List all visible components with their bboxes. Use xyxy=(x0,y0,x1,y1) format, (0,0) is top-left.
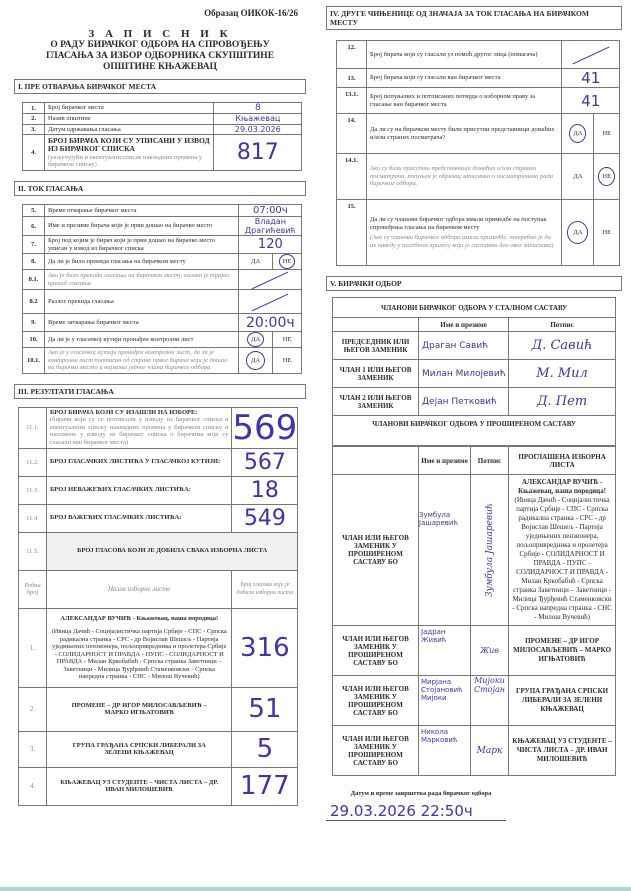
list-name-bold: АЛЕКСАНДАР ВУЧИЋ - Књажевац, наша породица! xyxy=(518,478,607,495)
member-role: ЧЛАН ИЛИ ЊЕГОВ ЗАМЕНИК У ПРОШИРЕНОМ САСТАВУ БО xyxy=(333,676,419,726)
table-row xyxy=(337,69,620,88)
row-number: 3. xyxy=(19,731,47,767)
row-note: (укључујући и евентуални списак накнадних промена у бирачком списку) xyxy=(48,153,203,168)
row-number: 8.1. xyxy=(23,270,45,290)
row-number: 11.3. xyxy=(19,476,47,504)
row-note: (бирачи који су се потписали у изводу из бирачког списка и евентуалном списку накнадних промена у бирачком списку и напомене у изводу из бирачког списка о бирачима који су гласали ван бирачког места) xyxy=(50,416,229,446)
table-row xyxy=(337,200,620,266)
row-number: 1. xyxy=(23,103,45,114)
list-name: ПРОМЕНЕ – ДР ИГОР МИЛОСАВЉЕВИЋ – МАРКО ИГЊАТОВИЋ xyxy=(47,687,232,731)
closing-time-field[interactable]: 20:00ч xyxy=(239,314,302,332)
member-signature[interactable]: Мијоки Стојан xyxy=(471,676,509,726)
invalid-ballots-field[interactable]: 18 xyxy=(232,476,298,504)
table-row xyxy=(23,124,302,135)
observers-no-option[interactable] xyxy=(594,114,620,154)
observer-form-yes-option[interactable] xyxy=(562,154,594,200)
row-label: Број бирачког места xyxy=(45,103,214,114)
row-number: 8. xyxy=(23,254,45,270)
table-row xyxy=(23,205,302,217)
row-label-bold: БРОЈ БИРАЧА КОЈИ СУ УПИСАНИ У ИЗВОД ИЗ БИРАЧКОГ СПИСКА xyxy=(48,135,210,153)
section-1-heading: I. ПРЕ ОТВАРАЊА БИРАЧКОГ МЕСТА xyxy=(14,79,306,94)
member-signature[interactable]: Зумбула Јашаревић xyxy=(471,475,509,626)
row-number: 13.1. xyxy=(337,88,367,114)
member-name-field[interactable]: Зумбула Јашаревић xyxy=(419,475,471,626)
first-voter-name-field[interactable]: Владан Драгићевић xyxy=(239,217,302,236)
selected-circle: ДА xyxy=(567,221,588,244)
table-header-row xyxy=(333,447,616,475)
row-number: 2. xyxy=(19,687,47,731)
table-row xyxy=(23,135,302,171)
table-row xyxy=(19,767,298,805)
row-number: 5. xyxy=(23,205,45,217)
selected-circle: ДА xyxy=(247,332,264,347)
municipality-field[interactable]: Књажевац xyxy=(214,114,302,125)
row-label: БРОЈ ГЛАСОВА КОЈИ ЈЕ ДОБИЛА СВАКА ИЗБОРНА ЛИСТА xyxy=(47,532,298,570)
row-number: 9. xyxy=(23,314,45,332)
row-number: 15. xyxy=(337,200,367,266)
column-header: Потпис xyxy=(509,318,616,332)
member-role: ЧЛАН 1 ИЛИ ЊЕГОВ ЗАМЕНИК xyxy=(333,360,419,388)
table-row xyxy=(23,314,302,332)
table-row xyxy=(23,290,302,314)
table-row xyxy=(19,504,298,532)
section-2-table xyxy=(22,204,302,374)
first-voter-number-field[interactable]: 120 xyxy=(239,236,302,254)
member-signature[interactable]: Д. Пет xyxy=(509,388,616,416)
objections-yes-option[interactable] xyxy=(562,200,594,266)
row-number: 10.1. xyxy=(23,348,45,374)
no-label: НЕ xyxy=(602,130,612,137)
table-row xyxy=(23,114,302,125)
table-row xyxy=(333,332,616,360)
row-label: Име и презиме бирача који је први дошао на бирачко место xyxy=(45,217,239,236)
row-label: Број бирача који су гласали уз помоћ другог лица (помагача) xyxy=(367,41,562,69)
slash-mark xyxy=(252,294,289,312)
ballots-in-box-field[interactable]: 567 xyxy=(232,448,298,476)
interruption-reason-field[interactable] xyxy=(239,290,302,314)
row-label: Време отварање бирачког места xyxy=(45,205,239,217)
column-header: Потпис xyxy=(471,447,509,475)
row-number: 11.5. xyxy=(19,532,47,570)
column-header: ПРОГЛАШЕНА ИЗБОРНА ЛИСТА xyxy=(509,447,616,475)
row-label: Да ли је било прекида гласања на бирачком месту xyxy=(45,254,239,270)
section-2-heading: II. ТОК ГЛАСАЊА xyxy=(14,181,306,196)
row-number: 1. xyxy=(19,608,47,687)
objections-no-option[interactable] xyxy=(594,200,620,266)
table-row xyxy=(19,476,298,504)
row-number: 12. xyxy=(337,41,367,69)
row-label: Ако је у гласачкој кутији пронађен контролни лист, да ли је контролни лист потписан од стране првог бирача који је дошао на бирачко место и најмање једног члана бирачког одбора xyxy=(45,348,239,374)
selected-circle: ДА xyxy=(569,124,586,143)
row-number: 13. xyxy=(337,69,367,88)
row-label: БРОЈ НЕВАЖЕЋИХ ГЛАСАЧКИХ ЛИСТИЋА: xyxy=(47,476,232,504)
row-number: 10. xyxy=(23,332,45,348)
row-label: Време затварања бирачког места xyxy=(45,314,239,332)
control-sheet-no-option[interactable] xyxy=(272,332,301,348)
empty-header xyxy=(333,318,419,332)
row-number: 4. xyxy=(23,135,45,171)
observers-yes-option[interactable] xyxy=(562,114,594,154)
table-row xyxy=(19,448,298,476)
row-number: 8.2 xyxy=(23,290,45,314)
row-label: Назив општине xyxy=(45,114,214,125)
empty-header xyxy=(333,447,419,475)
table-row xyxy=(333,388,616,416)
member-name-field[interactable]: Мирјана Стојановић Мијоки xyxy=(419,676,471,726)
valid-ballots-field[interactable]: 549 xyxy=(232,504,298,532)
no-label: НЕ xyxy=(282,336,292,343)
member-name-field[interactable]: Јадран Живић xyxy=(419,626,471,676)
row-number: 14.1. xyxy=(337,154,367,200)
table-row xyxy=(19,731,298,767)
table-row xyxy=(23,332,302,348)
subtitle-line: О РАДУ БИРАЧКОГ ОДБОРА НА СПРОВОЂЕЊУ xyxy=(50,40,270,50)
member-name-field[interactable]: Драган Савић xyxy=(419,332,509,360)
row-label-bold: БРОЈ БИРАЧА КОЈИ СУ ИЗАШЛИ НА ИЗБОРЕ: xyxy=(50,408,198,416)
member-role: ЧЛАН ИЛИ ЊЕГОВ ЗАМЕНИК У ПРОШИРЕНОМ САСТАВУ БО xyxy=(333,726,419,776)
list-header-row xyxy=(19,570,298,608)
proclaimed-list xyxy=(509,475,616,626)
section-4-heading: IV. ДРУГЕ ЧИЊЕНИЦЕ ОД ЗНАЧАЈА ЗА ТОК ГЛАСАЊА НА БИРАЧКОМ МЕСТУ xyxy=(326,6,622,30)
member-signature[interactable]: Д. Савић xyxy=(509,332,616,360)
yes-label: ДА xyxy=(573,173,583,180)
row-label: Ако су били присутни представници домаћих и/или страних посматрача, попуњен је образац записника о посматрачима рада бирачког одбора. xyxy=(367,154,562,200)
member-role: ЧЛАН 2 ИЛИ ЊЕГОВ ЗАМЕНИК xyxy=(333,388,419,416)
row-label: Број попуњених и потписаних потврда о изборном праву за гласање ван бирачког места xyxy=(367,88,562,114)
row-label: Број бирача који су гласали ван бирачког места xyxy=(367,69,562,88)
row-label xyxy=(45,135,214,171)
table-row xyxy=(23,236,302,254)
member-role: ЧЛАН ИЛИ ЊЕГОВ ЗАМЕНИК У ПРОШИРЕНОМ САСТАВУ БО xyxy=(333,475,419,626)
list-name xyxy=(47,608,232,687)
extended-members-title: ЧЛАНОВИ БИРАЧКОГ ОДБОРА У ПРОШИРЕНОМ САСТАВУ xyxy=(333,416,616,446)
form-code: Образац ОИКОК-16/26 xyxy=(204,8,298,18)
completion-datetime-field[interactable]: 29.03.2026 22:50ч xyxy=(326,802,506,821)
selected-circle: ДА xyxy=(246,351,265,370)
table-row xyxy=(23,348,302,374)
row-number: 11.1. xyxy=(19,407,47,448)
row-label: Ако је било прекида гласања на бирачком месту, колико је трајао прекид гласања xyxy=(45,270,239,290)
extended-members-table xyxy=(332,446,616,776)
table-row xyxy=(19,407,298,448)
row-label: Број под којим је бирач који је први дошао на бирачко место уписан у извод из бирачког списка xyxy=(45,236,239,254)
row-label: БРОЈ ГЛАСАЧКИХ ЛИСТИЋА У ГЛАСАЧКОЈ КУТИЈИ: xyxy=(47,448,232,476)
table-row xyxy=(337,41,620,69)
row-label: Да ли је у гласачкој кутији пронађен контролни лист xyxy=(45,332,239,348)
slash-mark xyxy=(572,47,609,65)
table-header-row xyxy=(333,318,616,332)
slash-mark xyxy=(252,272,289,290)
table-row xyxy=(19,608,298,687)
row-number: 3. xyxy=(23,124,45,135)
outside-voters-field[interactable]: 41 xyxy=(562,69,620,88)
list-votes-field[interactable]: 51 xyxy=(232,687,298,731)
permanent-members-title: ЧЛАНОВИ БИРАЧКОГ ОДБОРА У СТАЛНОМ САСТАВУ xyxy=(333,298,616,318)
list-votes-field[interactable]: 5 xyxy=(232,731,298,767)
proclaimed-list: ГРУПА ГРАЂАНА СРПСКИ ЛИБЕРАЛИ ЗА ЗЕЛЕНИ КЊАЖЕВАЦ xyxy=(509,676,616,726)
selected-circle: НЕ xyxy=(598,167,615,186)
section-3-heading: III. РЕЗУЛТАТИ ГЛАСАЊА xyxy=(14,384,306,399)
row-label xyxy=(47,407,232,448)
column-header: Назив изборне листе xyxy=(47,570,232,608)
control-signed-yes-option[interactable] xyxy=(239,348,273,374)
completion-label: Датум и време завршетка рада бирачког одбора xyxy=(350,790,492,797)
interruption-no-option[interactable] xyxy=(272,254,301,270)
table-row xyxy=(23,254,302,270)
table-row xyxy=(333,626,616,676)
outside-confirmations-field[interactable]: 41 xyxy=(562,88,620,114)
control-sheet-yes-option[interactable] xyxy=(239,332,273,348)
member-role: ПРЕДСЕДНИК ИЛИ ЊЕГОВ ЗАМЕНИК xyxy=(333,332,419,360)
list-votes-field[interactable]: 177 xyxy=(232,767,298,805)
member-signature[interactable]: Марк xyxy=(471,726,509,776)
row-number: 7. xyxy=(23,236,45,254)
list-name-bold: АЛЕКСАНДАР ВУЧИЋ - Књажевац, наша породица! xyxy=(60,614,219,622)
column-header: Име и презиме xyxy=(419,447,471,475)
member-name-field[interactable]: Дејан Петковић xyxy=(419,388,509,416)
member-signature[interactable]: М. Мил xyxy=(509,360,616,388)
column-header: Редни број xyxy=(19,570,47,608)
no-label: НЕ xyxy=(602,229,612,236)
member-name-field[interactable]: Никола Марковић xyxy=(419,726,471,776)
member-role: ЧЛАН ИЛИ ЊЕГОВ ЗАМЕНИК У ПРОШИРЕНОМ САСТАВУ БО xyxy=(333,626,419,676)
section-1-table xyxy=(22,102,302,171)
proclaimed-list: КЊАЖЕВАЦ УЗ СТУДЕНТЕ – ЧИСТА ЛИСТА – ДР. ИВАН МИЛОШЕВИЋ xyxy=(509,726,616,776)
bottom-edge-bar xyxy=(0,887,631,891)
section-4-table xyxy=(336,40,620,266)
voting-date-field[interactable]: 29.03.2026 xyxy=(214,124,302,135)
yes-label: ДА xyxy=(251,258,261,265)
control-signed-no-option[interactable] xyxy=(272,348,301,374)
list-name: КЊАЖЕВАЦ УЗ СТУДЕНТЕ – ЧИСТА ЛИСТА – ДР. ИВАН МИЛОШЕВИЋ xyxy=(47,767,232,805)
row-label xyxy=(367,200,562,266)
row-number: 6. xyxy=(23,217,45,236)
list-votes-field[interactable]: 316 xyxy=(232,608,298,687)
opening-time-field[interactable]: 07:00ч xyxy=(239,205,302,217)
table-title-row xyxy=(333,298,616,318)
table-row xyxy=(337,114,620,154)
table-row xyxy=(19,687,298,731)
row-label-text: Да ли су чланови бирачког одбора имали примедбе на поступак спровођења гласања на бирачком месту xyxy=(370,216,547,231)
list-detail: (Ивица Дачић - Социјалистичка партија Србије - СПС - Српска радикална странка - СРС - др Војислав Шешељ - Партија уједињених пензионера, пољопривредника и пролетера Србије - СОЛИДАРНОСТ И ПРАВДА - ПУПС - СОЛИДАРНОСТ И ПРАВДА - Милан Кркобабић - Српска странка Заветници – Заветници - Милица Ђурђевић Стаменковски - Српска напредна странка - СНС - Милош Вучевић) xyxy=(51,628,227,680)
right-column xyxy=(326,6,622,821)
row-label: Разлог прекида гласања xyxy=(45,290,239,314)
proclaimed-list: ПРОМЕНЕ – ДР ИГОР МИЛОСАВЉЕВИЋ – МАРКО ИГЊАТОВИЋ xyxy=(509,626,616,676)
row-label: Да ли су на бирачком месту били присутни представници домаћих и/или страних посматрача? xyxy=(367,114,562,154)
row-note: (Ако су чланови бирачког одбора имали примедбе, потребно је да их наведу у посебном прилогу који је саставни део овог записника) xyxy=(370,234,554,249)
polling-station-number-field[interactable]: 8 xyxy=(214,103,302,114)
observer-form-no-option[interactable] xyxy=(594,154,620,200)
column-header: Име и презиме xyxy=(419,318,509,332)
table-row xyxy=(23,217,302,236)
table-title-row xyxy=(333,416,616,446)
table-row xyxy=(333,726,616,776)
row-number: 2. xyxy=(23,114,45,125)
row-label: Датум одржавања гласања xyxy=(45,124,214,135)
table-row xyxy=(333,676,616,726)
member-name-field[interactable]: Милан Милојевић xyxy=(419,360,509,388)
list-detail: (Ивица Дачић - Социјалистичка партија Србије - СПС - Српска радикална странка - СРС - др Војислав Шешељ - Партија уједињених пензионера, пољопривредника и пролетера Србије - СОЛИДАРНОСТ И ПРАВДА - ПУПС - СОЛИДАРНОСТ И ПРАВДА - Милан Кркобабић - Српска странка Заветници – Заветници - Милица Ђурђевић Стаменковски - Српска напредна странка - СНС - Милош Вучевић) xyxy=(512,496,612,621)
no-label: НЕ xyxy=(282,356,292,364)
section-5-heading: V. БИРАЧКИ ОДБОР xyxy=(326,276,622,291)
row-label: БРОЈ ВАЖЕЋИХ ГЛАСАЧКИХ ЛИСТИЋА: xyxy=(47,504,232,532)
table-row xyxy=(23,270,302,290)
row-number: 11.4. xyxy=(19,504,47,532)
row-number: 14. xyxy=(337,114,367,154)
row-number: 11.2. xyxy=(19,448,47,476)
registered-voters-field[interactable]: 817 xyxy=(214,135,302,171)
table-row xyxy=(333,360,616,388)
selected-circle: НЕ xyxy=(279,254,296,269)
document-title: З А П И С Н И К xyxy=(88,28,232,40)
document-subtitle xyxy=(14,40,306,73)
column-header: Број гласова који је добила изборна листа xyxy=(232,570,298,608)
table-row xyxy=(337,88,620,114)
interruption-yes-option[interactable] xyxy=(239,254,273,270)
table-row xyxy=(337,154,620,200)
table-row xyxy=(333,475,616,626)
row-number: 4. xyxy=(19,767,47,805)
voters-turnout-field[interactable]: 569 xyxy=(232,407,298,448)
left-column xyxy=(14,6,306,806)
table-row xyxy=(19,532,298,570)
assisted-voters-field[interactable] xyxy=(562,41,620,69)
list-name: ГРУПА ГРАЂАНА СРПСКИ ЛИБЕРАЛИ ЗА ЗЕЛЕНИ КЊАЖЕВАЦ xyxy=(47,731,232,767)
interruption-duration-field[interactable] xyxy=(239,270,302,290)
section-3-table xyxy=(18,407,298,806)
member-signature[interactable]: Жив xyxy=(471,626,509,676)
permanent-members-table xyxy=(332,297,616,446)
subtitle-line: ГЛАСАЊА ЗА ИЗБОР ОДБОРНИКА СКУПШТИНЕ xyxy=(45,51,275,61)
table-row xyxy=(23,103,302,114)
subtitle-line: ОПШТИНЕ КЊАЖЕВАЦ xyxy=(102,62,218,72)
